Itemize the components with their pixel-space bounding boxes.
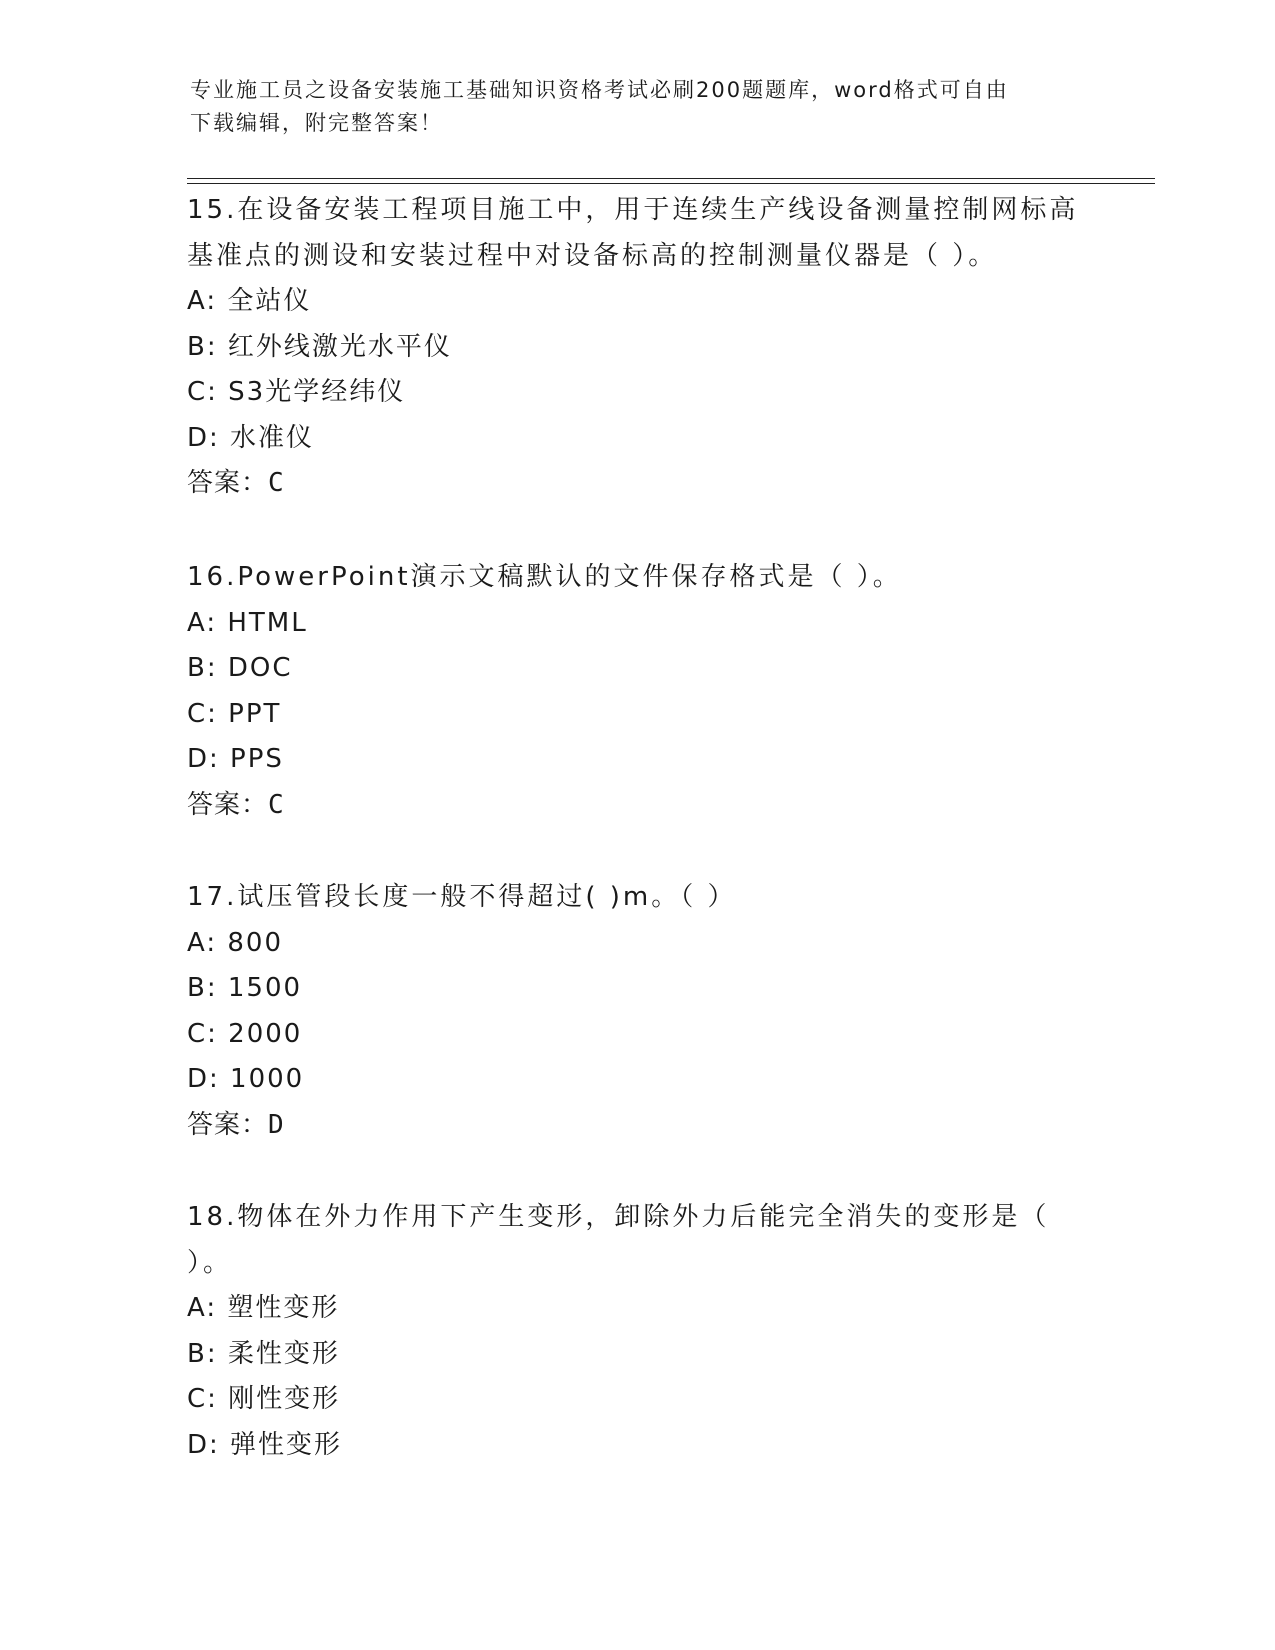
- option-a: A: 塑性变形: [187, 1293, 340, 1323]
- question-17: [187, 875, 1087, 1148]
- question-stem-line-2: ）。: [187, 1247, 233, 1278]
- option-b: B: DOC: [187, 653, 293, 683]
- question-stem-line-1: 18.物体在外力作用下产生变形，卸除外力后能完全消失的变形是（: [187, 1202, 1050, 1232]
- header-line-1: 专业施工员之设备安装施工基础知识资格考试必刷200题题库，word格式可自由: [190, 78, 1009, 102]
- answer: 答案：C: [187, 789, 285, 820]
- answer: 答案：C: [187, 468, 285, 498]
- option-d: D: 1000: [187, 1064, 305, 1094]
- option-c: C: 刚性变形: [187, 1384, 341, 1414]
- header-line-2: 下载编辑，附完整答案！: [190, 111, 443, 135]
- option-c: C: 2000: [187, 1018, 303, 1049]
- option-b: B: 红外线激光水平仪: [187, 331, 452, 362]
- option-c: C: S3光学经纬仪: [187, 377, 406, 407]
- question-stem-line-1: 17.试压管段长度一般不得超过( )m。（ ）: [187, 882, 737, 912]
- question-stem-line-1: 16.PowerPoint演示文稿默认的文件保存格式是（ ）。: [187, 562, 902, 592]
- option-c: C: PPT: [187, 698, 282, 729]
- question-15: [187, 188, 1087, 507]
- question-18: [187, 1195, 1087, 1468]
- option-d: D: PPS: [187, 744, 284, 774]
- header-divider-top: [187, 178, 1155, 179]
- answer: 答案：D: [187, 1109, 285, 1140]
- question-stem-line-2: 基准点的测设和安装过程中对设备标高的控制测量仪器是（ ）。: [187, 240, 998, 271]
- document-header: [190, 74, 1090, 140]
- option-b: B: 柔性变形: [187, 1338, 340, 1369]
- question-16: [187, 555, 1087, 828]
- option-d: D: 水准仪: [187, 422, 315, 453]
- option-a: A: 800: [187, 927, 283, 958]
- option-d: D: 弹性变形: [187, 1429, 343, 1460]
- option-a: A: HTML: [187, 607, 308, 638]
- option-a: A: 全站仪: [187, 286, 312, 316]
- option-b: B: 1500: [187, 973, 303, 1003]
- header-divider-bottom: [187, 183, 1155, 184]
- question-stem-line-1: 15.在设备安装工程项目施工中，用于连续生产线设备测量控制网标高: [187, 195, 1079, 225]
